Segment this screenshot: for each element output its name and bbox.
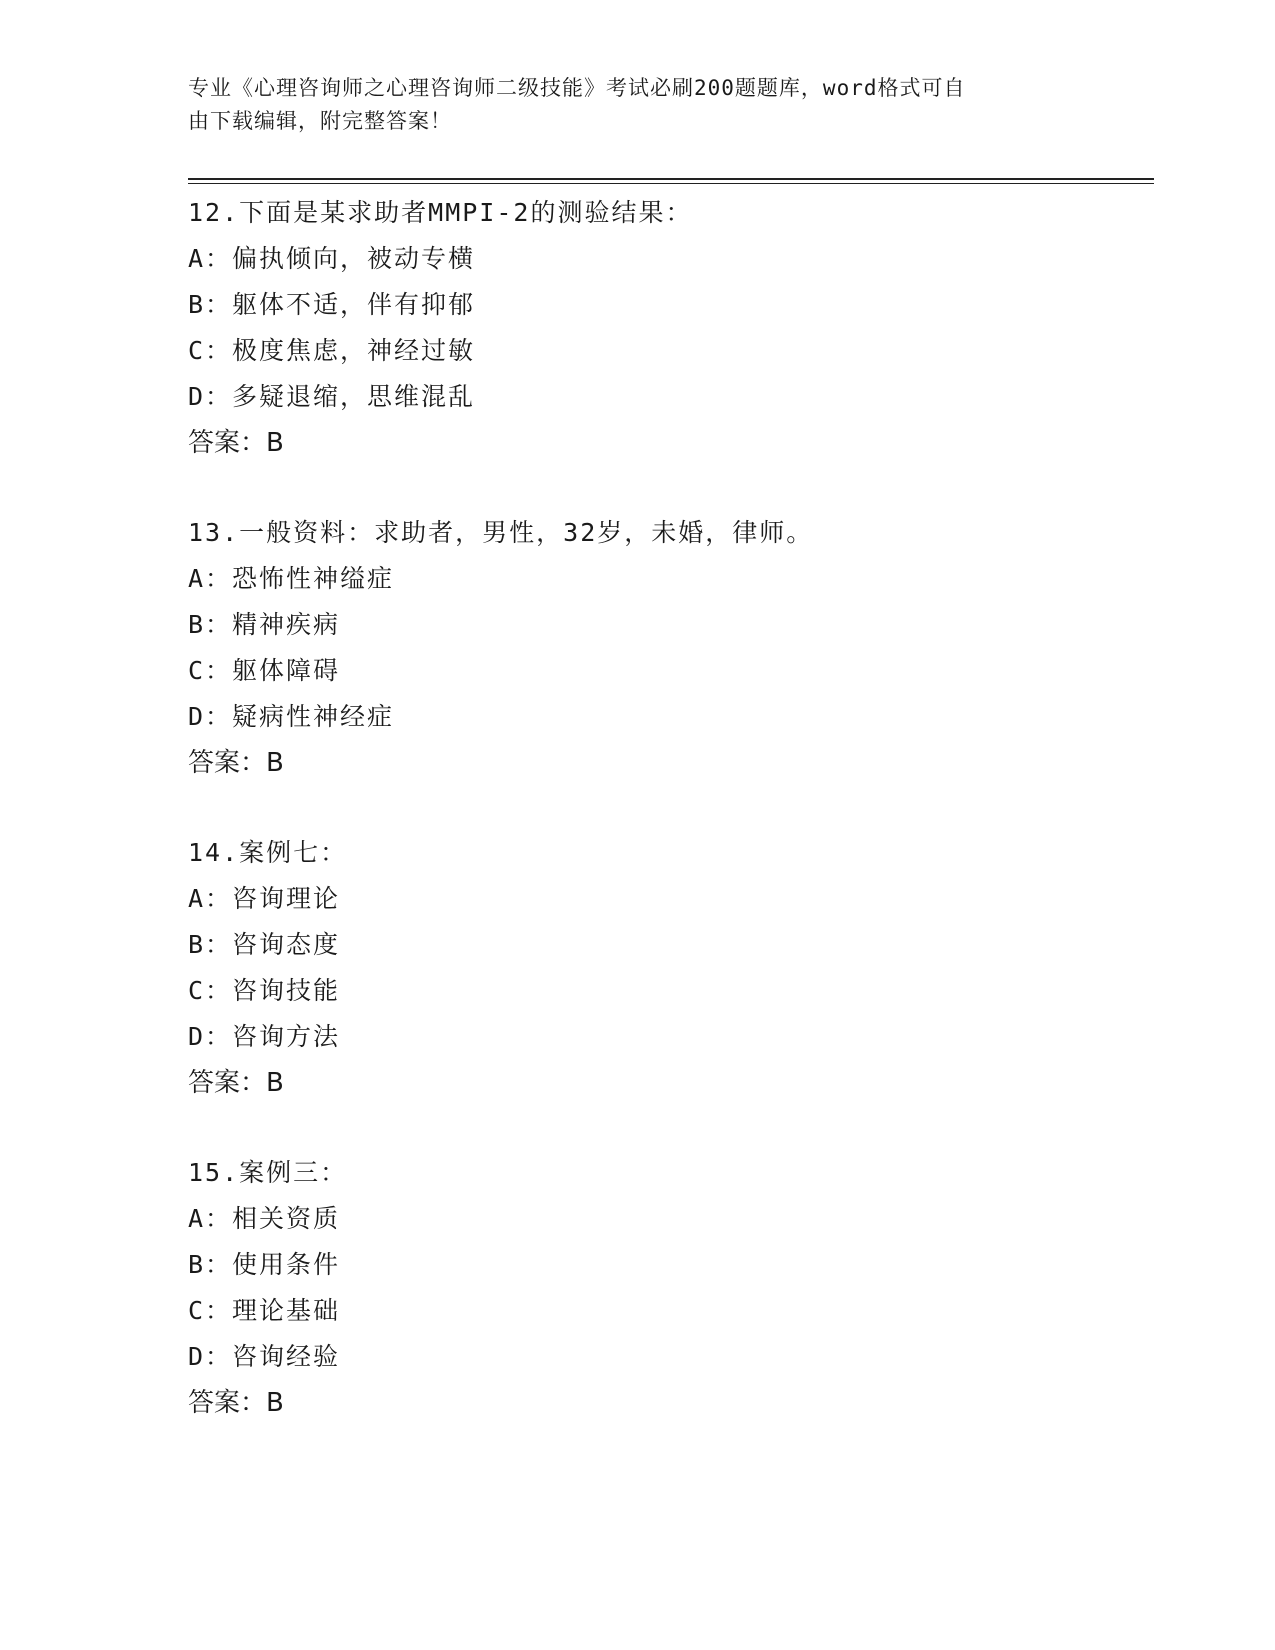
option-d: D：多疑退缩，思维混乱 <box>188 382 476 411</box>
option-a: A：咨询理论 <box>188 884 341 913</box>
option-d: D：疑病性神经症 <box>188 702 395 731</box>
header-divider <box>188 178 1154 180</box>
question-list <box>188 190 1148 1470</box>
option-b: B：精神疾病 <box>188 610 341 639</box>
option-c: C：极度焦虑，神经过敏 <box>188 336 476 365</box>
header-line-1: 专业《心理咨询师之心理咨询师二级技能》考试必刷200题题库，word格式可自 <box>188 76 966 100</box>
option-b: B：躯体不适，伴有抑郁 <box>188 290 476 319</box>
option-a: A：相关资质 <box>188 1204 341 1233</box>
question-12 <box>188 190 1148 466</box>
document-header <box>188 72 1068 138</box>
option-d: D：咨询方法 <box>188 1022 341 1051</box>
answer-line: 答案：B <box>188 1068 284 1098</box>
option-a: A：恐怖性神缢症 <box>188 564 395 593</box>
answer-line: 答案：B <box>188 748 284 778</box>
option-c: C：躯体障碍 <box>188 656 341 685</box>
question-14 <box>188 830 1148 1106</box>
question-stem: 12.下面是某求助者MMPI-2的测验结果： <box>188 198 693 227</box>
header-divider-secondary <box>188 183 1154 184</box>
question-15 <box>188 1150 1148 1426</box>
option-c: C：咨询技能 <box>188 976 341 1005</box>
question-stem: 15.案例三： <box>188 1158 348 1187</box>
question-13 <box>188 510 1148 786</box>
option-b: B：咨询态度 <box>188 930 341 959</box>
option-a: A：偏执倾向，被动专横 <box>188 244 476 273</box>
option-d: D：咨询经验 <box>188 1342 341 1371</box>
question-stem: 13.一般资料：求助者，男性，32岁，未婚，律师。 <box>188 518 814 547</box>
question-stem: 14.案例七： <box>188 838 348 867</box>
answer-line: 答案：B <box>188 428 284 458</box>
answer-line: 答案：B <box>188 1388 284 1418</box>
header-line-2: 由下载编辑，附完整答案！ <box>188 109 452 133</box>
option-c: C：理论基础 <box>188 1296 341 1325</box>
option-b: B：使用条件 <box>188 1250 341 1279</box>
